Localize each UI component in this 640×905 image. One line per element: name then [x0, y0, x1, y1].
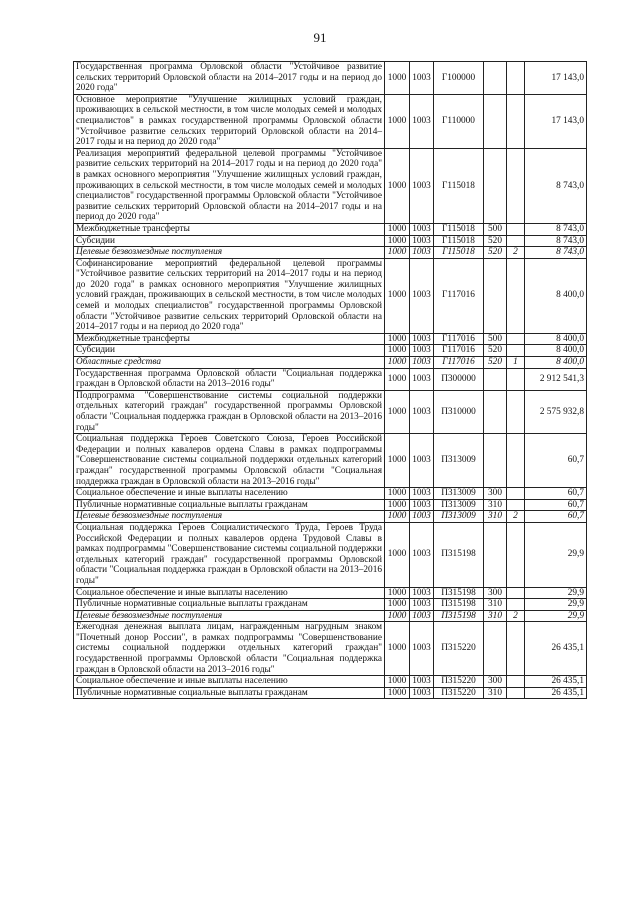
target-article-code: П313009: [434, 488, 484, 500]
expense-type-code: 310: [484, 610, 507, 622]
table-row: [74, 94, 587, 148]
target-article-code: П315220: [434, 676, 484, 688]
target-article-code: П315220: [434, 687, 484, 699]
subsection-code: 1003: [410, 390, 434, 433]
table-row: [74, 488, 587, 500]
amount-value: 60,7: [525, 488, 587, 500]
row-description: Целевые безвозмездные поступления: [74, 511, 385, 523]
expense-type-code: [484, 522, 507, 587]
expense-type-code: 310: [484, 499, 507, 511]
expense-type-code: 310: [484, 511, 507, 523]
row-description: Подпрограмма "Совершенствование системы социальной поддержки отдельных категорий граждан" государственной программы Орловской области "Социальная поддержка граждан в Орловской области на 2013–2016 годы": [74, 390, 385, 433]
subsection-code: 1003: [410, 599, 434, 611]
funding-source-code: [507, 148, 525, 223]
table-row: [74, 247, 587, 259]
amount-value: 60,7: [525, 511, 587, 523]
section-code: 1000: [385, 511, 410, 523]
target-article-code: П315220: [434, 622, 484, 676]
table-row: [74, 610, 587, 622]
table-row: [74, 499, 587, 511]
funding-source-code: [507, 345, 525, 357]
expense-type-code: 500: [484, 333, 507, 345]
row-description: Основное мероприятие "Улучшение жилищных условий граждан, проживающих в сельской местности, в том числе молодых семей и молодых специалистов" в рамках государственной программы Орловской области "Устойчивое развитие сельских территорий Орловской области на 2014–2017 годы и на период до 2020 года": [74, 94, 385, 148]
target-article-code: Г117016: [434, 345, 484, 357]
funding-source-code: [507, 333, 525, 345]
row-description: Публичные нормативные социальные выплаты гражданам: [74, 499, 385, 511]
amount-value: 8 743,0: [525, 148, 587, 223]
section-code: 1000: [385, 434, 410, 488]
section-code: 1000: [385, 345, 410, 357]
row-description: Субсидии: [74, 345, 385, 357]
amount-value: 17 143,0: [525, 94, 587, 148]
section-code: 1000: [385, 94, 410, 148]
amount-value: 29,9: [525, 610, 587, 622]
section-code: 1000: [385, 610, 410, 622]
funding-source-code: [507, 587, 525, 599]
table-row: [74, 434, 587, 488]
subsection-code: 1003: [410, 676, 434, 688]
target-article-code: Г115018: [434, 235, 484, 247]
target-article-code: Г100000: [434, 62, 484, 95]
section-code: 1000: [385, 622, 410, 676]
target-article-code: П315198: [434, 522, 484, 587]
table-row: [74, 258, 587, 333]
section-code: 1000: [385, 148, 410, 223]
row-description: Государственная программа Орловской области "Устойчивое развитие сельских территорий Орловской области на 2014–2017 годы и на период до 2020 года": [74, 62, 385, 95]
table-row: [74, 587, 587, 599]
expense-type-code: 310: [484, 599, 507, 611]
row-description: Субсидии: [74, 235, 385, 247]
table-row: [74, 148, 587, 223]
subsection-code: 1003: [410, 587, 434, 599]
amount-value: 26 435,1: [525, 676, 587, 688]
section-code: 1000: [385, 599, 410, 611]
expense-type-code: 520: [484, 357, 507, 369]
subsection-code: 1003: [410, 235, 434, 247]
expense-type-code: 300: [484, 676, 507, 688]
subsection-code: 1003: [410, 434, 434, 488]
funding-source-code: 1: [507, 357, 525, 369]
target-article-code: Г117016: [434, 357, 484, 369]
table-row: [74, 522, 587, 587]
subsection-code: 1003: [410, 488, 434, 500]
target-article-code: П300000: [434, 368, 484, 390]
table-row: [74, 687, 587, 699]
amount-value: 29,9: [525, 522, 587, 587]
expense-type-code: 520: [484, 345, 507, 357]
target-article-code: Г110000: [434, 94, 484, 148]
row-description: Областные средства: [74, 357, 385, 369]
funding-source-code: [507, 522, 525, 587]
subsection-code: 1003: [410, 522, 434, 587]
funding-source-code: [507, 368, 525, 390]
target-article-code: Г117016: [434, 333, 484, 345]
section-code: 1000: [385, 368, 410, 390]
amount-value: 17 143,0: [525, 62, 587, 95]
target-article-code: П310000: [434, 390, 484, 433]
section-code: 1000: [385, 258, 410, 333]
funding-source-code: [507, 488, 525, 500]
table-row: [74, 235, 587, 247]
amount-value: 60,7: [525, 499, 587, 511]
budget-table: [73, 61, 587, 699]
row-description: Социальное обеспечение и иные выплаты населению: [74, 488, 385, 500]
amount-value: 8 743,0: [525, 235, 587, 247]
amount-value: 8 400,0: [525, 357, 587, 369]
expense-type-code: [484, 434, 507, 488]
row-description: Публичные нормативные социальные выплаты гражданам: [74, 599, 385, 611]
funding-source-code: [507, 390, 525, 433]
amount-value: 2 575 932,8: [525, 390, 587, 433]
table-row: [74, 368, 587, 390]
section-code: 1000: [385, 333, 410, 345]
subsection-code: 1003: [410, 345, 434, 357]
section-code: 1000: [385, 247, 410, 259]
expense-type-code: [484, 148, 507, 223]
table-row: [74, 511, 587, 523]
section-code: 1000: [385, 499, 410, 511]
expense-type-code: [484, 368, 507, 390]
section-code: 1000: [385, 223, 410, 235]
funding-source-code: [507, 223, 525, 235]
row-description: Социальная поддержка Героев Социалистического Труда, Героев Труда Российской Федерации и полных кавалеров ордена Трудовой Славы в рамках подпрограммы "Совершенствование системы социальной поддержки отдельных категорий граждан" государственной программы Орловской области "Социальная поддержка граждан в Орловской области на 2013–2016 годы": [74, 522, 385, 587]
subsection-code: 1003: [410, 148, 434, 223]
funding-source-code: [507, 622, 525, 676]
expense-type-code: [484, 258, 507, 333]
expense-type-code: 520: [484, 247, 507, 259]
amount-value: 60,7: [525, 434, 587, 488]
table-row: [74, 676, 587, 688]
target-article-code: Г115018: [434, 247, 484, 259]
funding-source-code: [507, 235, 525, 247]
subsection-code: 1003: [410, 223, 434, 235]
section-code: 1000: [385, 235, 410, 247]
funding-source-code: 2: [507, 610, 525, 622]
row-description: Межбюджетные трансферты: [74, 223, 385, 235]
section-code: 1000: [385, 488, 410, 500]
row-description: Социальное обеспечение и иные выплаты населению: [74, 676, 385, 688]
subsection-code: 1003: [410, 333, 434, 345]
amount-value: 29,9: [525, 599, 587, 611]
amount-value: 26 435,1: [525, 687, 587, 699]
table-row: [74, 599, 587, 611]
subsection-code: 1003: [410, 94, 434, 148]
target-article-code: Г115018: [434, 148, 484, 223]
expense-type-code: 300: [484, 488, 507, 500]
table-row: [74, 345, 587, 357]
table-row: [74, 357, 587, 369]
funding-source-code: [507, 676, 525, 688]
subsection-code: 1003: [410, 687, 434, 699]
expense-type-code: 500: [484, 223, 507, 235]
funding-source-code: 2: [507, 511, 525, 523]
subsection-code: 1003: [410, 247, 434, 259]
section-code: 1000: [385, 62, 410, 95]
amount-value: 29,9: [525, 587, 587, 599]
amount-value: 2 912 541,3: [525, 368, 587, 390]
subsection-code: 1003: [410, 499, 434, 511]
expense-type-code: [484, 62, 507, 95]
amount-value: 8 743,0: [525, 247, 587, 259]
amount-value: 8 400,0: [525, 345, 587, 357]
row-description: Софинансирование мероприятий федеральной целевой программы "Устойчивое развитие сельских территорий на 2014–2017 годы и на период до 2020 года" в рамках основного мероприятия "Улучшение жилищных условий граждан, проживающих в сельской местности, в том числе молодых семей и молодых специалистов" государственной программы Орловской области "Устойчивое развитие сельских территорий Орловской области на 2014–2017 годы и на период до 2020 года": [74, 258, 385, 333]
subsection-code: 1003: [410, 610, 434, 622]
target-article-code: П315198: [434, 587, 484, 599]
subsection-code: 1003: [410, 511, 434, 523]
section-code: 1000: [385, 357, 410, 369]
section-code: 1000: [385, 587, 410, 599]
funding-source-code: [507, 94, 525, 148]
row-description: Социальная поддержка Героев Советского Союза, Героев Российской Федерации и полных кавалеров ордена Славы в рамках подпрограммы "Совершенствование системы социальной поддержки отдельных категорий граждан" государственной программы Орловской области "Социальная поддержка граждан в Орловской области на 2013–2016 годы": [74, 434, 385, 488]
subsection-code: 1003: [410, 258, 434, 333]
target-article-code: П313009: [434, 511, 484, 523]
expense-type-code: 520: [484, 235, 507, 247]
table-row: [74, 62, 587, 95]
funding-source-code: [507, 434, 525, 488]
row-description: Межбюджетные трансферты: [74, 333, 385, 345]
target-article-code: П315198: [434, 599, 484, 611]
table-row: [74, 390, 587, 433]
amount-value: 26 435,1: [525, 622, 587, 676]
section-code: 1000: [385, 687, 410, 699]
budget-table-body: [74, 62, 587, 699]
target-article-code: Г115018: [434, 223, 484, 235]
expense-type-code: [484, 94, 507, 148]
target-article-code: П315198: [434, 610, 484, 622]
page-number: 91: [313, 30, 327, 45]
row-description: Реализация мероприятий федеральной целевой программы "Устойчивое развитие сельских территорий на 2014–2017 годы и на период до 2020 года" в рамках основного мероприятия "Улучшение жилищных условий граждан, проживающих в сельской местности, в том числе молодых семей и молодых специалистов" государственной программы Орловской области "Устойчивое развитие сельских территорий Орловской области на 2014–2017 годы и на период до 2020 года": [74, 148, 385, 223]
amount-value: 8 743,0: [525, 223, 587, 235]
funding-source-code: [507, 62, 525, 95]
row-description: Целевые безвозмездные поступления: [74, 610, 385, 622]
subsection-code: 1003: [410, 368, 434, 390]
row-description: Социальное обеспечение и иные выплаты населению: [74, 587, 385, 599]
subsection-code: 1003: [410, 357, 434, 369]
row-description: Ежегодная денежная выплата лицам, награжденным нагрудным знаком "Почетный донор России", в рамках подпрограммы "Совершенствование системы социальной поддержки отдельных категорий граждан" государственной программы Орловской области "Социальная поддержка граждан в Орловской области на 2013–2016 годы": [74, 622, 385, 676]
table-row: [74, 223, 587, 235]
row-description: Публичные нормативные социальные выплаты гражданам: [74, 687, 385, 699]
expense-type-code: [484, 390, 507, 433]
amount-value: 8 400,0: [525, 258, 587, 333]
subsection-code: 1003: [410, 622, 434, 676]
section-code: 1000: [385, 522, 410, 587]
section-code: 1000: [385, 390, 410, 433]
funding-source-code: 2: [507, 247, 525, 259]
target-article-code: П313009: [434, 434, 484, 488]
expense-type-code: [484, 622, 507, 676]
expense-type-code: 300: [484, 587, 507, 599]
row-description: Государственная программа Орловской области "Социальная поддержка граждан в Орловской области на 2013–2016 годы": [74, 368, 385, 390]
funding-source-code: [507, 687, 525, 699]
row-description: Целевые безвозмездные поступления: [74, 247, 385, 259]
expense-type-code: 310: [484, 687, 507, 699]
section-code: 1000: [385, 676, 410, 688]
funding-source-code: [507, 499, 525, 511]
funding-source-code: [507, 258, 525, 333]
target-article-code: П313009: [434, 499, 484, 511]
amount-value: 8 400,0: [525, 333, 587, 345]
target-article-code: Г117016: [434, 258, 484, 333]
subsection-code: 1003: [410, 62, 434, 95]
funding-source-code: [507, 599, 525, 611]
table-row: [74, 622, 587, 676]
table-row: [74, 333, 587, 345]
